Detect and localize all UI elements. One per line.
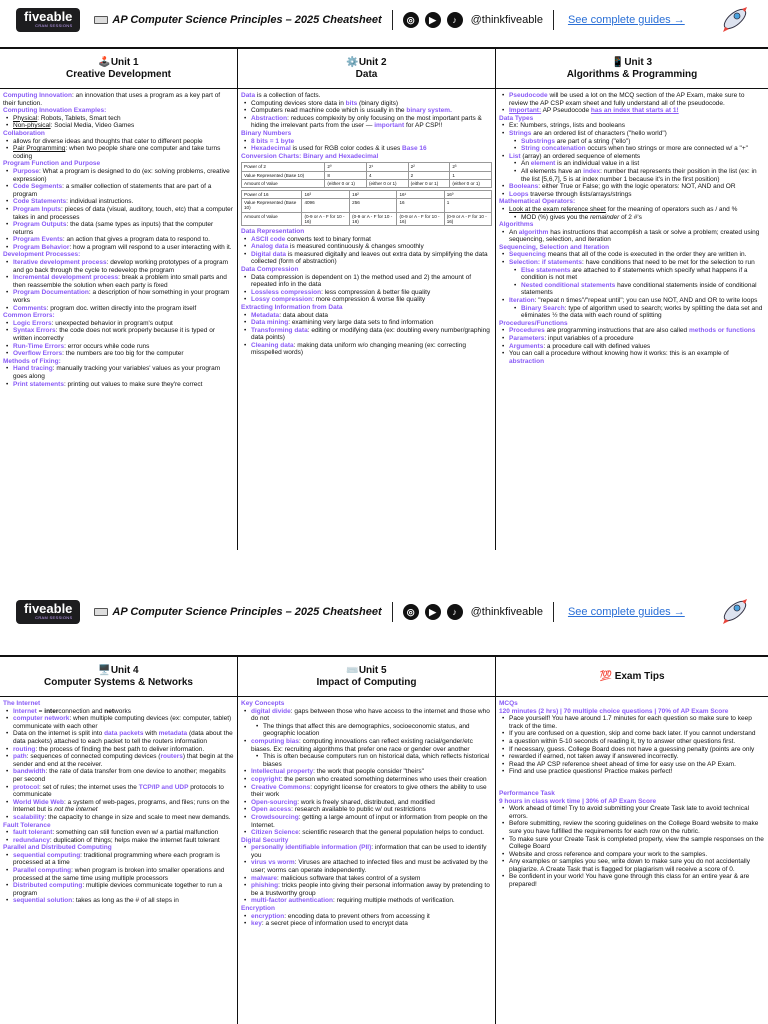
top-grid — [0, 47, 768, 550]
hexadecimal-conversion-table: Power of 16 16³ 16² 16¹ 16⁰ Value Represented (Base 10) 4096 256 16 1 Amount of Value (0-9 or A - F for 10 - 16) (0-9 or A - F for 10 - 16) (0-9 or A - F for 10 - 16) (0-9 or A - F for 10 - 16) — [241, 190, 492, 226]
rocket-icon — [720, 4, 750, 34]
unit1-header: 🕹️Unit 1 Creative Development — [0, 49, 237, 89]
keyboard-icon — [94, 608, 108, 616]
keyboard-icon — [94, 16, 108, 24]
header-top — [0, 0, 768, 40]
page-title: AP Computer Science Principles – 2025 Cheatsheet — [94, 606, 381, 618]
unit1-column: 🕹️Unit 1 Creative Development Computing Innovation: an innovation that uses a program as a key part of their function. Computing Innovation Examples: • Physical: Robots, Tablets, Smart tech • Non-physical: Social Media, Video Games Collaboration • allows for diverse ideas and thoughts that cater to different people • Pair Programming: when two people share one computer and take turns coding Program Function and Purpose • Purpose: What a program is designed to do (ex: solving problems, creative expression) • Code Segments: a smaller collection of statements that are part of a program • Code Statements: individual instructions. • Program Inputs: pieces of data (visual, auditory, touch, etc) that a computer takes in and processes • Program Outputs: the data (same types as inputs) that the computer returns • Program Events: an action that gives a program data to respond to. • Program Behavior: how a program will respond to a user interacting with it. Development Processes: • Iterative development process: develop working prototypes of a program and go back through the cycle to redevelop the program • Incremental development process: break a problem into small parts and then reassemble the solution when each party is fixed • Program Documentation: a description of how something in your program works • Comments: program doc. written directly into the program itself Common Errors: • Logic Errors: unexpected behavior in program's output • Syntax Errors: the code does not work properly because it is typed or written incorrectly • Run-Time Errors: error occurs while code runs • Overflow Errors: the numbers are too big for the computer Methods of Fixing: • Hand tracing: manually tracking your variables' values as your program goes along • Print statements: printing out values to make sure they're correct — [0, 49, 238, 550]
unit4-column: 🖥️Unit 4 Computer Systems & Networks The Internet • Internet = interconnection and networks • computer network: when multiple computing devices (ex: computer, tablet) communicate with each other • Data on the internet is split into data packets with metadata (data about the data packets) attached to each packet to tell the routers information • routing: the process of finding the best path to deliver information. • path: sequences of connected computing devices (routers) that begin at the sender and end at the receiver. • bandwidth: the rate of data transfer from one device to another; megabits per second • protocol: set of rules; the internet uses the TCP/IP and UDP protocols to communicate • World Wide Web: a system of web-pages, programs, and files; runs on the Internet but is not the internet • scalability: the capacity to change in size and scale to meet new demands. Fault Tolerance • fault tolerant: something can still function even w/ a partial malfunction • redundancy: duplication of things; helps make the internet fault tolerant Parallel and Distributed Computing • sequential computing: traditional programming where each program is processed at a time • Parallel computing: when program is broken into smaller operations and processed at the same time using multiple processors • Distributed computing: multiple devices communicate together to run a program • sequential solution: takes as long as the # of all steps in — [0, 657, 238, 1024]
unit5-header: ⌨️Unit 5 Impact of Computing — [238, 657, 495, 697]
rocket-icon — [720, 596, 750, 626]
bottom-grid — [0, 655, 768, 1024]
tiktok-icon[interactable]: ♪ — [447, 604, 463, 620]
youtube-icon[interactable]: ▶ — [425, 604, 441, 620]
binary-conversion-table: Power of 2 2⁰ 2¹ 2² 2³ Value Represented (Base 10) 8 4 2 1 Amount of Value (either 0 or 1) (either 0 or 1) (either 0 or 1) (either 0 or 1) — [241, 162, 492, 188]
tiktok-icon[interactable]: ♪ — [447, 12, 463, 28]
unit3-header: 📱Unit 3 Algorithms & Programming — [496, 49, 768, 89]
unit2-header: ⚙️Unit 2 Data — [238, 49, 495, 89]
unit2-column: ⚙️Unit 2 Data Data is a collection of facts. • Computing devices store data in bits (binary digits) • Computers read machine code which is usually in the binary system. • Abstraction: reduces complexity by only focusing on the most important parts & hiding the irrelevant parts from the user — important for AP CSP!! Binary Numbers • 8 bits = 1 byte • Hexadecimal is used for RGB color codes & it uses Base 16 Conversion Charts: Binary and Hexadecimal Power of 2 2⁰ 2¹ 2² 2³ Value Represented (Base 10) 8 4 2 1 Amount of Value (either 0 or 1) (either 0 or 1) (either 0 or 1) (either 0 or 1) Power of 16 16³ 16² 16¹ 16⁰ Value Represented (Base 10) 4096 256 16 1 Amount of Value (0-9 or A - F for 10 - 16) (0-9 or A - F for 10 - 16) (0-9 or A - F for 10 - 16) (0-9 or A - F for 10 - 16) Data Representation • ASCII code converts text to binary format • Analog data is measured continuously & changes smoothly • Digital data is measured digitally and leaves out extra data by simplifying the data collected (form of abstraction) Data Compression • Data compression is dependent on 1) the method used and 2) the amount of repeated info in the data • Lossless compression: less compression & better file quality • Lossy compression: more compression & worse file quality Extracting Information from Data • Metadata: data about data • Data mining: examining very large data sets to find information • Transforming data: editing or modifying data (ex: doubling every number/graphing data points) • Cleaning data: making data uniform w/o changing meaning (ex: correcting misspelled words) — [238, 49, 496, 550]
social-handle: @thinkfiveable — [470, 14, 543, 26]
youtube-icon[interactable]: ▶ — [425, 12, 441, 28]
instagram-icon[interactable]: ◎ — [403, 604, 419, 620]
complete-guides-link[interactable]: See complete guides → — [567, 606, 685, 618]
exam-tips-header: 💯 Exam Tips — [496, 657, 768, 697]
social-handle: @thinkfiveable — [470, 606, 543, 618]
exam-tips-column: 💯 Exam Tips MCQs 120 minutes (2 hrs) | 70 multiple choice questions | 70% of AP Exam Score • Pace yourself! You have around 1.7 minutes for each question so make sure to keep track of the time. • If you are confused on a question, skip and come back later. If you cannot understand • a question within 5-10 seconds of reading it, try to answer other questions first. • If necessary, guess. College Board does not have a guessing penalty (points are only • rewarded if earned, not taken away if answered incorrectly. • Read the AP CSP reference sheet ahead of time for easy use on the AP Exam. • Find and use practice questions! Practice makes perfect! Performance Task 9 hours in class work time | 30% of AP Exam Score • Work ahead of time! Try to avoid submitting your Create Task late to avoid technical errors. • Before submitting, review the scoring guidelines on the College Board website to make sure you have fulfilled the requirements for each row on the rubric. • To make sure your Create Task is completed properly, view the sample responses on the College Board • Website and cross reference and compare your work to the samples. • Any examples or samples you see, write down to make sure you do not accidentally plagiarize. A Create Task that is flagged for plagiarism will receive a score of 0. • Be confident in your work! You have gone through this class for an entire year & are prepared! — [496, 657, 768, 1024]
unit5-column: ⌨️Unit 5 Impact of Computing Key Concepts • digital divide: gaps between those who have access to the internet and those who do not • The things that affect this are demographics, socioeconomic status, and geographic location • computing bias: computing innovations can reflect existing racial/gender/etc biases. Ex: recruiting algorithms that prefer one race or gender over another • This is often because computers run on historical data, which reflects historical biases • Intellectual property: the work that people consider "theirs" • copyright: the person who created something determines who uses their creation • Creative Commons: copyright license for creators to give others the ability to use their work • Open-sourcing: work is freely shared, distributed, and modified • Open access: research available to public w/ out restrictions • Crowdsourcing: getting a large amount of input or information from people on the Internet. • Citizen Science: scientific research that the general population helps to conduct. Digital Security • personally identifiable information (PII): information that can be used to identify you • virus vs worm: Viruses are attached to infected files and must be activated by the user; worms can operate independently. • malware: malicious software that takes control of a system • phishing: tricks people into giving their personal information away by pretending to be a trustworthy group • multi-factor authentication: requiring multiple methods of verification. Encryption • encryption: encoding data to prevent others from accessing it • key: a secret piece of information used to encrypt data — [238, 657, 496, 1024]
unit3-column: 📱Unit 3 Algorithms & Programming • Pseudocode will be used a lot on the MCQ section of the AP Exam, make sure to review the AP CSP exam sheet and fully understand all of the pseudocode. • Important: AP Pseudocode has an index that starts at 1! Data Types • Ex: Numbers, strings, lists and booleans • Strings are an ordered list of characters ("hello world") • Substrings are part of a string ("ello") • String concatenation occurs when two strings or more are connected w/ a "+" • List (array) an ordered sequence of elements • An element is an individual value in a list • All elements have an index: number that represents their position in the list (ex: in the list [5,6,7], 5 is at index number 1 because it's in the first position) • Booleans: either True or False; go with the logic operators: NOT, AND and OR • Loops traverse through lists/arrays/strings Mathematical Operators: • Look at the exam reference sheet for the meaning of operators such as / and % • MOD (%) gives you the remainder of 2 #'s Algorithms • An algorithm has instructions that accomplish a task or solve a problem; created using sequencing, selection, and iteration Sequencing, Selection and Iteration • Sequencing means that all of the code is executed in the order they are written in. • Selection: if statements: have conditions that need to be met for the selection to run • Else statements are attached to if statements which specify what happens if a condition is not met • Nested conditional statements have conditional statements inside of conditional statements • Iteration: "repeat n times"/"repeat until"; you can use NOT, AND and OR to write loops • Binary Search: type of algorithm used to search; works by splitting the data set and eliminates ½ the data with each round of splitting Procedures/Functions • Procedures are programming instructions that are also called methods or functions • Parameters: input variables of a procedure • Arguments: a procedure call with defined values • You can call a procedure without knowing how it works: this is an example of abstraction — [496, 49, 768, 550]
fiveable-logo[interactable]: fiveable CRAM SESSIONS — [16, 600, 80, 624]
fiveable-logo[interactable]: fiveable CRAM SESSIONS — [16, 8, 80, 32]
instagram-icon[interactable]: ◎ — [403, 12, 419, 28]
unit4-header: 🖥️Unit 4 Computer Systems & Networks — [0, 657, 237, 697]
complete-guides-link[interactable]: See complete guides → — [567, 14, 685, 26]
header-bottom — [0, 592, 768, 632]
page-title: AP Computer Science Principles – 2025 Cheatsheet — [94, 14, 381, 26]
